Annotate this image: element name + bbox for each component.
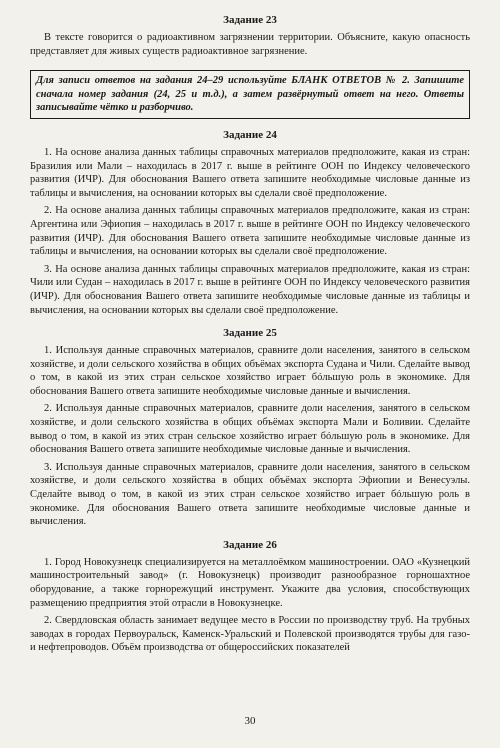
task-26-item-1: 1. Город Новокузнецк специализируется на металлоёмком машиностроении. ОАО «Кузнецкий машиностроительный завод» (г. Новокузнецк) производит разнообразное горношахтное оборудование, а также горнорежущий инструмент. Укажите два условия, способствующих размещению предприятия этой отрасли в Новокузнецке.	[30, 556, 470, 609]
task-25-item-2: 2. Используя данные справочных материалов, сравните доли населения, занятого в сельском хозяйстве, и доли сельского хозяйства в общих объёмах экспорта Мали и Боливии. Сделайте вывод о том, в какой из этих стран сельское хозяйство играет бóльшую роль в экономике. Для обоснования Вашего ответа запишите необходимые числовые данные и вычисления.	[30, 403, 470, 456]
task-24-title: Задание 24	[223, 128, 277, 141]
answer-form-notice: Для записи ответов на задания 24–29 используйте БЛАНК ОТВЕТОВ № 2. Запишите сначала номер задания (24, 25 и т.д.), а затем развёрнутый ответ на него. Ответы записывайте чётко и разборчиво.	[30, 70, 470, 119]
task-24-item-1: 1. На основе анализа данных таблицы справочных материалов предположите, какая из стран: Бразилия или Мали – находилась в 2017 г. выше в рейтинге ООН по Индексу человеческого развития (ИЧР). Для обоснования Вашего ответа запишите необходимые числовые данные из таблицы и вычисления, на основании которых вы сделали своё предположение.	[30, 146, 470, 199]
page-number: 30	[244, 715, 256, 727]
task-26-title: Задание 26	[223, 538, 277, 551]
task-25-item-3: 3. Используя данные справочных материалов, сравните доли населения, занятого в сельском хозяйстве, и доли сельского хозяйства в общих объёмах экспорта Эфиопии и Венесуэлы. Сделайте вывод о том, в какой из этих стран сельское хозяйство играет бóльшую роль в экономике. Для обоснования Вашего ответа запишите необходимые числовые данные и вычисления.	[30, 461, 470, 528]
task-23-text: В тексте говорится о радиоактивном загрязнении территории. Объясните, какую опасность представляет для живых существ радиоактивное загрязнение.	[30, 32, 470, 57]
task-25-title: Задание 25	[223, 327, 277, 340]
task-26-item-2: 2. Свердловская область занимает ведущее место в России по производству труб. На трубных заводах в городах Первоуральск, Каменск-Уральский и Полевской производятся трубы для газо- и нефтепроводов. Объём производства от общероссийских показателей	[30, 615, 470, 654]
task-24-item-2: 2. На основе анализа данных таблицы справочных материалов предположите, какая из стран: Аргентина или Эфиопия – находилась в 2017 г. выше в рейтинге ООН по Индексу человеческого развития (ИЧР). Для обоснования Вашего ответа запишите необходимые числовые данные из таблицы и вычисления, на основании которых вы сделали своё предположение.	[30, 205, 470, 258]
task-24-item-3: 3. На основе анализа данных таблицы справочных материалов предположите, какая из стран: Чили или Судан – находилась в 2017 г. выше в рейтинге ООН по Индексу человеческого развития (ИЧР). Для обоснования Вашего ответа запишите необходимые числовые данные из таблицы и вычисления, на основании которых вы сделали своё предположение.	[30, 263, 470, 316]
task-25-item-1: 1. Используя данные справочных материалов, сравните доли населения, занятого в сельском хозяйстве, и доли сельского хозяйства в общих объёмах экспорта Судана и Чили. Сделайте вывод о том, в какой из этих стран сельское хозяйство играет бóльшую роль в экономике. Для обоснования Вашего ответа запишите необходимые числовые данные и вычисления.	[30, 345, 470, 397]
task-23-title: Задание 23	[223, 14, 277, 26]
page-content	[30, 14, 470, 659]
